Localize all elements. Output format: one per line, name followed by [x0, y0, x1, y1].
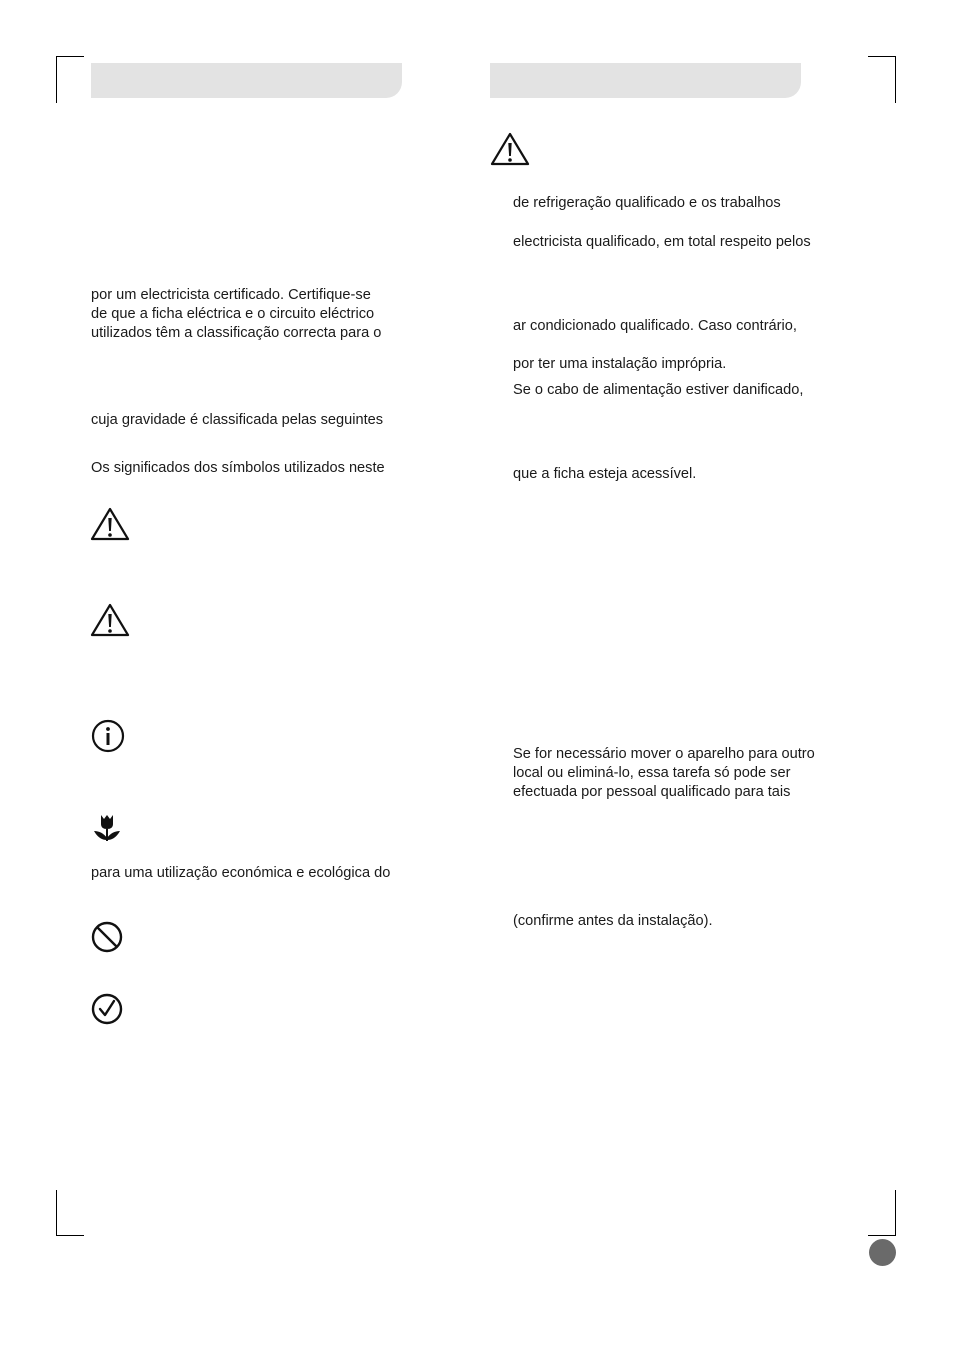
right-line-4: por ter uma instalação imprópria.: [513, 356, 727, 372]
right-line-2: electricista qualificado, em total respeito pelos: [513, 234, 811, 250]
crop-mark-top-right-v: [895, 56, 896, 103]
right-line-1: de refrigeração qualificado e os trabalhos: [513, 195, 781, 211]
prohibited-circle-icon: [91, 921, 123, 953]
right-paragraph-7-line-2: local ou eliminá-lo, essa tarefa só pode ser: [513, 765, 791, 781]
crop-mark-bottom-left-h: [56, 1235, 84, 1236]
left-section-header: [91, 63, 402, 98]
left-paragraph-1-line-3: utilizados têm a classificação correcta para o: [91, 325, 382, 341]
page-number-badge: [869, 1239, 896, 1266]
right-paragraph-7-line-1: Se for necessário mover o aparelho para outro: [513, 746, 815, 762]
left-paragraph-4: para uma utilização económica e ecológica do: [91, 865, 391, 881]
crop-mark-top-left-v: [56, 56, 57, 103]
right-line-8: (confirme antes da instalação).: [513, 913, 713, 929]
crop-mark-bottom-right-v: [895, 1190, 896, 1236]
check-circle-icon: [91, 993, 123, 1025]
info-circle-icon: [91, 719, 125, 753]
warning-triangle-icon: [90, 507, 130, 541]
left-paragraph-1-line-2: de que a ficha eléctrica e o circuito eléctrico: [91, 306, 375, 322]
crop-mark-bottom-left-v: [56, 1190, 57, 1236]
caution-triangle-icon: [90, 603, 130, 637]
right-section-header: [490, 63, 801, 98]
crop-mark-top-right-h: [868, 56, 896, 57]
crop-mark-bottom-right-h: [868, 1235, 896, 1236]
left-paragraph-1-line-1: por um electricista certificado. Certifique-se: [91, 287, 371, 303]
left-paragraph-3: Os significados dos símbolos utilizados neste: [91, 460, 385, 476]
right-line-3: ar condicionado qualificado. Caso contrário,: [513, 318, 797, 334]
warning-triangle-icon: [490, 132, 530, 166]
right-line-6: que a ficha esteja acessível.: [513, 466, 697, 482]
eco-flower-icon: [91, 813, 123, 843]
left-paragraph-2: cuja gravidade é classificada pelas seguintes: [91, 412, 384, 428]
right-paragraph-7-line-3: efectuada por pessoal qualificado para tais: [513, 784, 791, 800]
crop-mark-top-left-h: [56, 56, 84, 57]
right-line-5: Se o cabo de alimentação estiver danificado,: [513, 382, 804, 398]
